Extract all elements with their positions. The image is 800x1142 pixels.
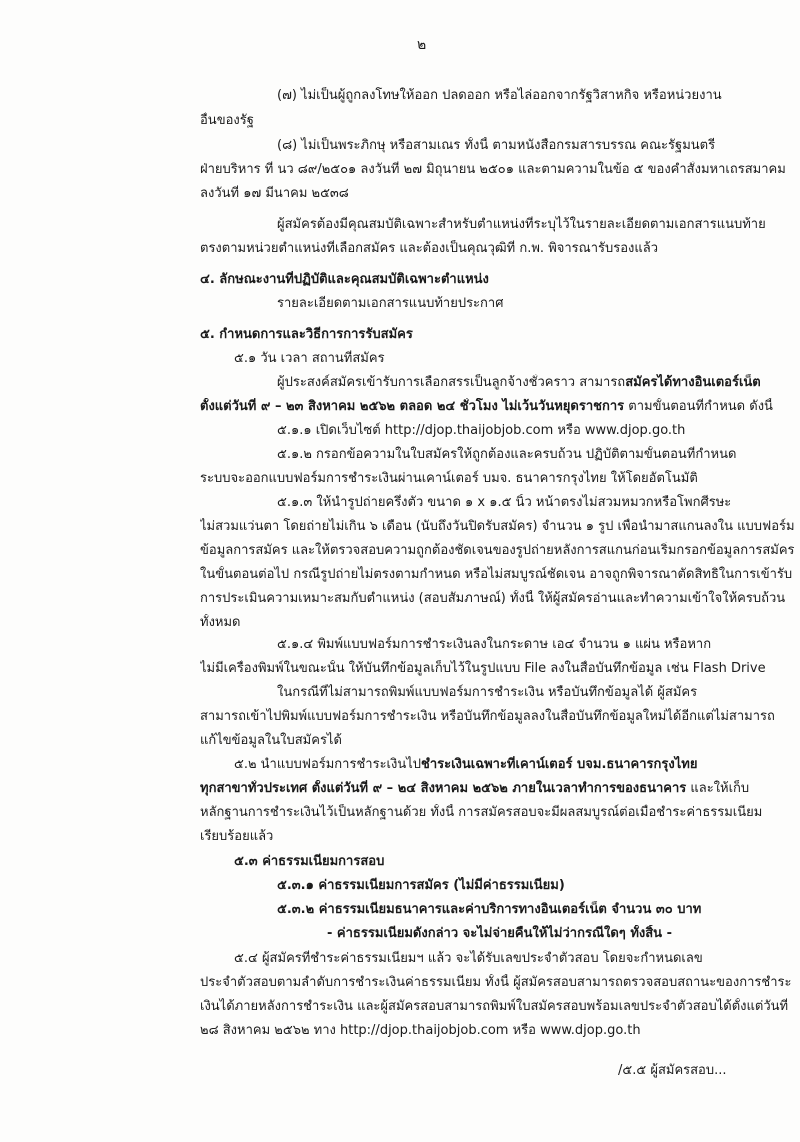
section-5-1-3-line-1: ๕.๑.๓ ให้นำรูปถ่ายครึ่งตัว ขนาด ๑ x ๑.๕ นิ้ว หน้าตรงไม่สวมหมวกหรือโพกศีรษะ xyxy=(277,495,732,510)
section-5-1-2-line-2: ระบบจะออกแบบฟอร์มการชำระเงินผ่านเคาน์เตอร์ บมจ. ธนาคารกรุงไทย ให้โดยอัตโนมัติ xyxy=(200,471,698,486)
section-5-1-3-line-5: การประเมินความเหมาะสมกับตำแหน่ง (สอบสัมภาษณ์) ทั้งนี้ ให้ผู้สมัครอ่านและทำความเข้าใจให้ครบถ้วน xyxy=(200,591,786,606)
section-5-4-line-4: ๒๘ สิงหาคม ๒๕๖๒ ทาง http://djop.thaijobjob.com หรือ www.djop.go.th xyxy=(200,1023,641,1038)
section-5-4-line-3: เงินได้ภายหลังการชำระเงิน และผู้สมัครสอบสามารถพิมพ์ใบสมัครสอบพร้อมเลขประจำตัวสอบได้ตั้งแต่วันที่ xyxy=(200,999,789,1014)
continuation-marker: /๕.๕ ผู้สมัครสอบ... xyxy=(618,1063,727,1078)
payment-tail-text: และให้เก็บ xyxy=(686,781,750,796)
section-5-2-line-2 xyxy=(200,780,749,798)
item-7-line-2: อื่นของรัฐ xyxy=(200,113,254,128)
section-5-3-heading: ๕.๓ ค่าธรรมเนียมการสอบ xyxy=(234,854,385,869)
section-5-3-1: ๕.๓.๑ ค่าธรรมเนียมการสมัคร (ไม่มีค่าธรรมเนียม) xyxy=(277,878,565,893)
page-number: ๒ xyxy=(417,37,427,53)
section-5-1-3-line-2: ไม่สวมแว่นตา โดยถ่ายไม่เกิน ๖ เดือน (นับถึงวันปิดรับสมัคร) จำนวน ๑ รูป เพื่อนำมาสแกนลงใน แบบฟอร์ม xyxy=(200,519,795,534)
section-5-2-line-3: หลักฐานการชำระเงินไว้เป็นหลักฐานด้วย ทั้งนี้ การสมัครสอบจะมีผลสมบูรณ์ต่อเมื่อชำระค่าธรรมเนียม xyxy=(200,805,763,820)
section-5-1-3-line-6: ทั้งหมด xyxy=(200,615,241,630)
section-5-1-intro-line-1 xyxy=(277,374,761,392)
intro-bold-text: สมัครได้ทางอินเตอร์เน็ต xyxy=(625,375,761,390)
qualification-line-2: ตรงตามหน่วยตำแหน่งที่เลือกสมัคร และต้องเป็นคุณวุฒิที่ ก.พ. พิจารณารับรองแล้ว xyxy=(200,241,659,256)
section-5-1-1: ๕.๑.๑ เปิดเว็บไซต์ http://djop.thaijobjob.com หรือ www.djop.go.th xyxy=(277,423,686,438)
payment-text: ๕.๒ นำแบบฟอร์มการชำระเงินไป xyxy=(234,757,422,772)
application-period: ตั้งแต่วันที่ ๙ – ๒๓ สิงหาคม ๒๕๖๒ ตลอด ๒๔ ชั่วโมง ไม่เว้นวันหยุดราชการ xyxy=(200,399,625,414)
section-5-heading: ๕. กำหนดการและวิธีการการรับสมัคร xyxy=(200,327,413,342)
intro-text: ผู้ประสงค์สมัครเข้ารับการเลือกสรรเป็นลูกจ้างชั่วคราว สามารถ xyxy=(277,375,626,390)
item-7-line-1: (๗) ไม่เป็นผู้ถูกลงโทษให้ออก ปลดออก หรือไล่ออกจากรัฐวิสาหกิจ หรือหน่วยงาน xyxy=(277,88,722,103)
section-5-4-line-1: ๕.๔ ผู้สมัครที่ชำระค่าธรรมเนียมฯ แล้ว จะได้รับเลขประจำตัวสอบ โดยจะกำหนดเลข xyxy=(234,951,703,966)
section-5-1-4-line-4: สามารถเข้าไปพิมพ์แบบฟอร์มการชำระเงิน หรือบันทึกข้อมูลลงในสื่อบันทึกข้อมูลใหม่ได้อีกแต่ไม่สามารถ xyxy=(200,709,775,724)
section-4-heading: ๔. ลักษณะงานที่ปฏิบัติและคุณสมบัติเฉพาะตำแหน่ง xyxy=(200,272,489,287)
item-8-line-1: (๘) ไม่เป็นพระภิกษุ หรือสามเณร ทั้งนี้ ตามหนังสือกรมสารบรรณ คณะรัฐมนตรี xyxy=(277,138,716,153)
item-8-line-2: ฝ่ายบริหาร ที่ นว ๘๙/๒๕๐๑ ลงวันที่ ๒๗ มิถุนายน ๒๕๐๑ และตามความในข้อ ๕ ของคำสั่งมหาเถรสมาคม xyxy=(200,162,786,177)
payment-bold-text: ชำระเงินเฉพาะที่เคาน์เตอร์ บจม.ธนาคารกรุงไทย xyxy=(421,757,698,772)
section-5-1-4-line-3: ในกรณีที่ไม่สามารถพิมพ์แบบฟอร์มการชำระเงิน หรือบันทึกข้อมูลได้ ผู้สมัคร xyxy=(277,685,698,700)
section-5-1-3-line-3: ข้อมูลการสมัคร และให้ตรวจสอบความถูกต้องชัดเจนของรูปถ่ายหลังการสแกนก่อนเริ่มกรอกข้อมูลการสมัคร xyxy=(200,543,795,558)
item-8-line-3: ลงวันที่ ๑๗ มีนาคม ๒๕๓๘ xyxy=(200,186,349,201)
section-5-3-2: ๕.๓.๒ ค่าธรรมเนียมธนาคารและค่าบริการทางอินเตอร์เน็ต จำนวน ๓๐ บาท xyxy=(277,902,702,917)
section-5-1-3-line-4: ในขั้นตอนต่อไป กรณีรูปถ่ายไม่ตรงตามกำหนด หรือไม่สมบูรณ์ชัดเจน อาจถูกพิจารณาตัดสิทธิในการเข้ารับ xyxy=(200,567,793,582)
section-5-1-4-line-2: ไม่มีเครื่องพิมพ์ในขณะนั้น ให้บันทึกข้อมูลเก็บไว้ในรูปแบบ File ลงในสื่อบันทึกข้อมูล เช่น Flash Drive xyxy=(200,661,766,676)
section-5-1-2-line-1: ๕.๑.๒ กรอกข้อความในใบสมัครให้ถูกต้องและครบถ้วน ปฏิบัติตามขั้นตอนที่กำหนด xyxy=(277,447,737,462)
fee-non-refundable-note: - ค่าธรรมเนียมดังกล่าว จะไม่จ่ายคืนให้ไม่ว่ากรณีใดๆ ทั้งสิ้น - xyxy=(327,926,672,941)
section-4-text: รายละเอียดตามเอกสารแนบท้ายประกาศ xyxy=(277,296,504,311)
section-5-2-line-1 xyxy=(234,756,697,774)
section-5-1-4-line-1: ๕.๑.๔ พิมพ์แบบฟอร์มการชำระเงินลงในกระดาษ เอ๔ จำนวน ๑ แผ่น หรือหาก xyxy=(277,637,712,652)
qualification-line-1: ผู้สมัครต้องมีคุณสมบัติเฉพาะสำหรับตำแหน่งที่ระบุไว้ในรายละเอียดตามเอกสารแนบท้าย xyxy=(277,217,766,232)
section-5-4-line-2: ประจำตัวสอบตามลำดับการชำระเงินค่าธรรมเนียม ทั้งนี้ ผู้สมัครสอบสามารถตรวจสอบสถานะของการชำระ xyxy=(200,975,792,990)
intro-tail-text: ตามขั้นตอนที่กำหนด ดังนี้ xyxy=(624,399,773,414)
section-5-1-heading: ๕.๑ วัน เวลา สถานที่สมัคร xyxy=(234,351,385,366)
payment-period: ทุกสาขาทั่วประเทศ ตั้งแต่วันที่ ๙ – ๒๔ สิงหาคม ๒๕๖๒ ภายในเวลาทำการของธนาคาร xyxy=(200,781,687,796)
section-5-1-intro-line-2 xyxy=(200,398,773,416)
section-5-2-line-4: เรียบร้อยแล้ว xyxy=(200,829,274,844)
section-5-1-4-line-5: แก้ไขข้อมูลในใบสมัครได้ xyxy=(200,733,342,748)
